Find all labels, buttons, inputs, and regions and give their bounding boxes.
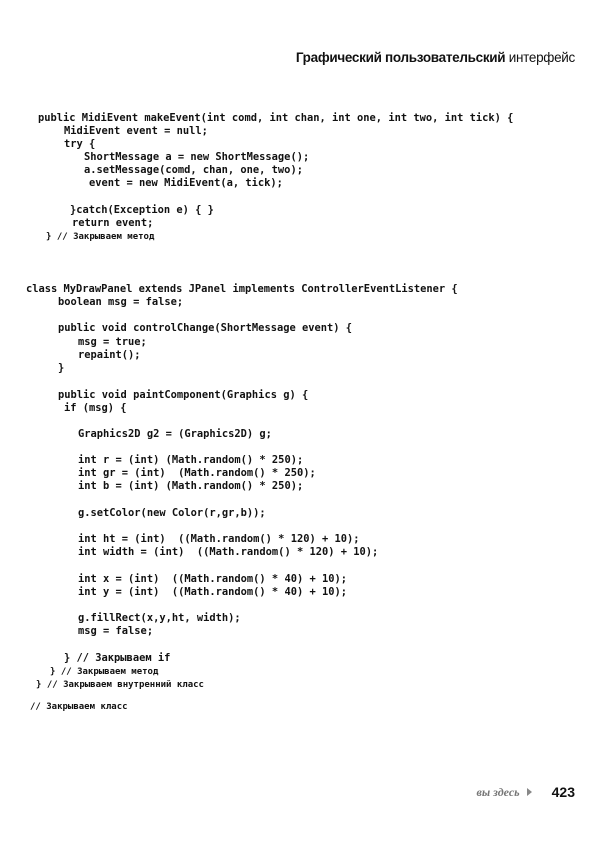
header-title-normal: интерфейс (508, 50, 575, 65)
code-line: public void controlChange(ShortMessage event) { (58, 322, 353, 334)
code-line: ShortMessage a = new ShortMessage(); (84, 151, 310, 163)
code-line: g.setColor(new Color(r,gr,b)); (78, 507, 266, 519)
header-title-bold: Графический пользовательский (295, 50, 506, 65)
code-line: } // Закрываем if (64, 652, 171, 664)
code-line: class MyDrawPanel extends JPanel implements ControllerEventListener { (26, 283, 458, 295)
code-line: Graphics2D g2 = (Graphics2D) g; (78, 428, 272, 440)
code-line: int width = (int) ((Math.random() * 120) + 10); (78, 546, 379, 558)
code-line: int gr = (int) (Math.random() * 250); (78, 467, 316, 479)
page-number: 423 (551, 784, 575, 800)
code-line: boolean msg = false; (58, 296, 184, 308)
code-line: repaint(); (78, 349, 141, 361)
code-line: int r = (int) (Math.random() * 250); (78, 454, 304, 466)
page-footer (476, 783, 575, 801)
code-comment: } // Закрываем внутренний класс (36, 680, 204, 690)
code-line: MidiEvent event = null; (64, 125, 208, 137)
code-line: int b = (int) (Math.random() * 250); (78, 480, 304, 492)
code-comment: } // Закрываем метод (46, 232, 155, 242)
code-line: try { (64, 138, 96, 150)
code-line: g.fillRect(x,y,ht, width); (78, 612, 241, 624)
triangle-right-icon (527, 788, 532, 796)
code-line: int x = (int) ((Math.random() * 40) + 10); (78, 573, 347, 585)
code-line: int y = (int) ((Math.random() * 40) + 10); (78, 586, 347, 598)
footer-label: вы здесь (476, 784, 520, 799)
code-comment: // Закрываем класс (30, 702, 128, 712)
code-line: msg = true; (78, 336, 147, 348)
code-line: event = new MidiEvent(a, tick); (89, 177, 283, 189)
code-line: msg = false; (78, 625, 154, 637)
code-line: public void paintComponent(Graphics g) { (58, 389, 309, 401)
code-comment: } // Закрываем метод (50, 667, 159, 677)
code-line: if (msg) { (64, 402, 127, 414)
code-line: a.setMessage(comd, chan, one, two); (84, 164, 303, 176)
code-line: }catch(Exception e) { } (70, 204, 214, 216)
code-line: return event; (72, 217, 154, 229)
code-line: public MidiEvent makeEvent(int comd, int chan, int one, int two, int tick) { (38, 112, 514, 124)
code-line: int ht = (int) ((Math.random() * 120) + 10); (78, 533, 360, 545)
code-line: } (58, 362, 65, 374)
